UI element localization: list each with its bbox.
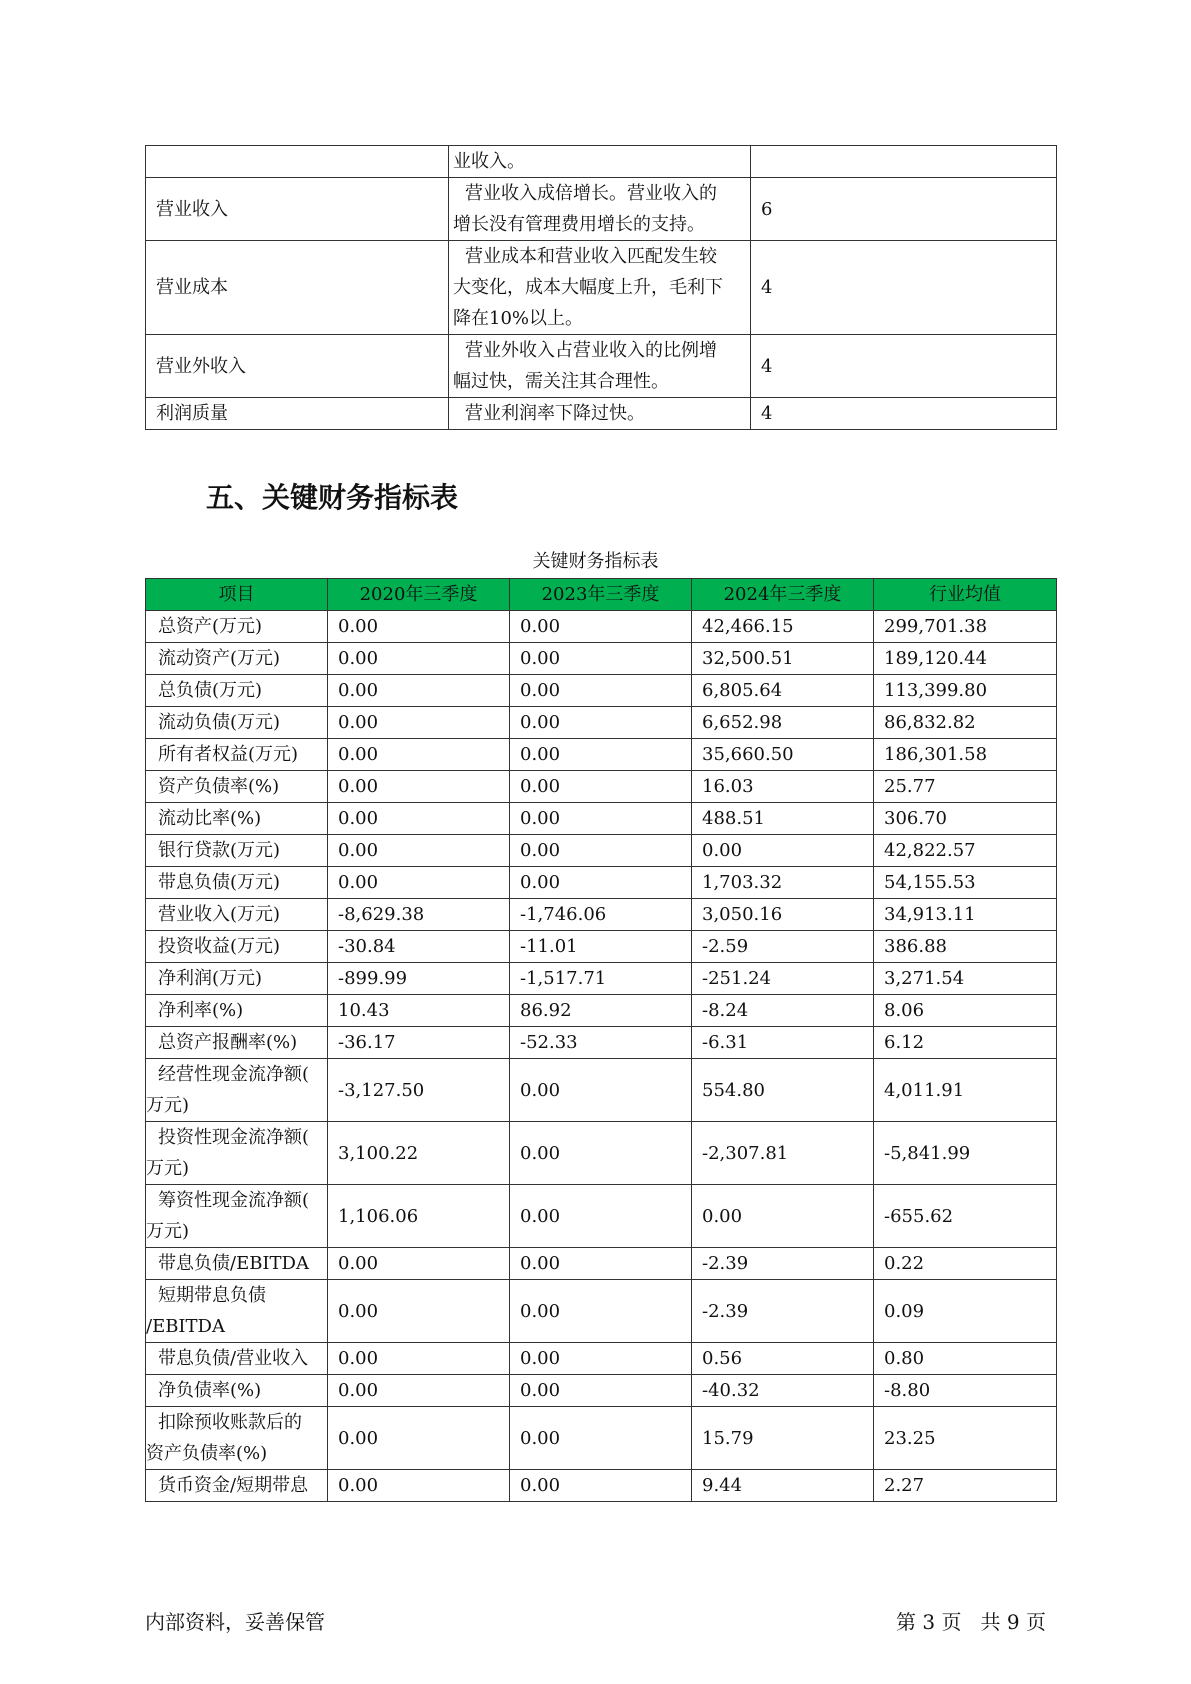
risk-item: 营业成本	[146, 241, 449, 335]
risk-row	[146, 398, 1057, 430]
indicator-label	[146, 1027, 328, 1059]
indicator-value: 0.00	[328, 739, 510, 771]
indicator-value: 0.00	[328, 675, 510, 707]
page-number-text: 第 3 页 共 9 页	[896, 1610, 1046, 1634]
risk-description	[449, 178, 751, 241]
risk-item: 营业外收入	[146, 335, 449, 398]
indicator-value: -899.99	[328, 963, 510, 995]
indicator-row	[146, 803, 1057, 835]
indicator-value: 42,822.57	[874, 835, 1057, 867]
risk-description-line: 大变化，成本大幅度上升，毛利下	[453, 277, 723, 298]
risk-score: 4	[751, 335, 1057, 398]
indicator-value: -8,629.38	[328, 899, 510, 931]
indicator-row	[146, 1343, 1057, 1375]
indicator-row	[146, 899, 1057, 931]
indicator-label	[146, 995, 328, 1027]
risk-description-line: 营业收入成倍增长。营业收入的	[465, 183, 717, 204]
indicator-value: 23.25	[874, 1407, 1057, 1470]
indicator-value: 306.70	[874, 803, 1057, 835]
indicator-label	[146, 963, 328, 995]
indicator-row	[146, 1248, 1057, 1280]
indicator-label	[146, 867, 328, 899]
risk-description	[449, 146, 751, 178]
indicator-label-line: /EBITDA	[146, 1316, 225, 1337]
indicator-label-line: 筹资性现金流净额(	[158, 1190, 310, 1211]
footer-confidential-note: 内部资料，妥善保管	[145, 1610, 325, 1634]
indicator-label-line: 投资性现金流净额(	[158, 1127, 310, 1148]
indicator-value: -655.62	[874, 1185, 1057, 1248]
indicator-value: 0.00	[510, 1375, 692, 1407]
indicator-value: 0.00	[328, 1470, 510, 1502]
indicator-value: 0.00	[510, 867, 692, 899]
risk-item: 营业收入	[146, 178, 449, 241]
risk-description-line: 降在10%以上。	[453, 308, 584, 329]
indicator-label-line: 投资收益(万元)	[158, 936, 281, 957]
indicator-value: 0.00	[510, 771, 692, 803]
indicator-value: -5,841.99	[874, 1122, 1057, 1185]
indicator-value: 0.00	[510, 1280, 692, 1343]
indicator-label	[146, 675, 328, 707]
table-header-row	[146, 579, 1057, 611]
indicator-value: 0.00	[328, 771, 510, 803]
indicator-label-line: 短期带息负债	[158, 1285, 266, 1306]
risk-row	[146, 146, 1057, 178]
indicator-value: 186,301.58	[874, 739, 1057, 771]
indicator-row	[146, 675, 1057, 707]
indicator-label	[146, 643, 328, 675]
column-header: 项目	[146, 579, 328, 611]
indicator-row	[146, 1027, 1057, 1059]
indicator-value: 0.00	[328, 1248, 510, 1280]
indicator-value: 54,155.53	[874, 867, 1057, 899]
indicator-row	[146, 963, 1057, 995]
indicator-value: 189,120.44	[874, 643, 1057, 675]
risk-description-line: 营业成本和营业收入匹配发生较	[465, 246, 717, 267]
indicator-label	[146, 1122, 328, 1185]
indicator-label	[146, 771, 328, 803]
indicator-value: 0.00	[510, 611, 692, 643]
indicator-row	[146, 739, 1057, 771]
indicator-value: 32,500.51	[692, 643, 874, 675]
indicator-value: 0.00	[510, 707, 692, 739]
indicator-value: 86,832.82	[874, 707, 1057, 739]
indicator-label-line: 流动资产(万元)	[158, 648, 281, 669]
indicator-value: -6.31	[692, 1027, 874, 1059]
indicator-label	[146, 1343, 328, 1375]
indicator-label	[146, 1375, 328, 1407]
indicator-row	[146, 1185, 1057, 1248]
risk-description	[449, 398, 751, 430]
indicator-row	[146, 1280, 1057, 1343]
indicator-label	[146, 1470, 328, 1502]
indicator-row	[146, 835, 1057, 867]
indicator-label-line: 总资产(万元)	[158, 616, 263, 637]
indicator-value: -8.24	[692, 995, 874, 1027]
indicator-value: 0.00	[328, 835, 510, 867]
indicator-value: 34,913.11	[874, 899, 1057, 931]
indicator-value: -8.80	[874, 1375, 1057, 1407]
risk-description	[449, 335, 751, 398]
indicator-label-line: 总资产报酬率(%)	[158, 1032, 298, 1053]
indicator-value: 15.79	[692, 1407, 874, 1470]
indicator-value: 25.77	[874, 771, 1057, 803]
indicator-value: -2.39	[692, 1248, 874, 1280]
indicator-value: 0.00	[510, 643, 692, 675]
indicator-value: 0.00	[510, 1122, 692, 1185]
indicator-value: 8.06	[874, 995, 1057, 1027]
indicator-value: 4,011.91	[874, 1059, 1057, 1122]
indicator-value: -2,307.81	[692, 1122, 874, 1185]
indicator-value: 0.09	[874, 1280, 1057, 1343]
indicator-label-line: 净利率(%)	[158, 1000, 244, 1021]
indicator-row	[146, 771, 1057, 803]
indicator-label-line: 带息负债(万元)	[158, 872, 281, 893]
indicator-value: 0.00	[328, 643, 510, 675]
indicator-value: 0.00	[510, 835, 692, 867]
indicator-value: -251.24	[692, 963, 874, 995]
risk-score	[751, 146, 1057, 178]
indicator-label	[146, 707, 328, 739]
indicator-label-line: 资产负债率(%)	[158, 776, 280, 797]
indicator-label	[146, 899, 328, 931]
risk-item: 利润质量	[146, 398, 449, 430]
indicator-value: 0.00	[510, 1059, 692, 1122]
indicator-label-line: 营业收入(万元)	[158, 904, 281, 925]
indicator-value: 0.56	[692, 1343, 874, 1375]
indicator-value: 6,652.98	[692, 707, 874, 739]
indicator-value: 0.00	[328, 1280, 510, 1343]
indicator-label	[146, 1248, 328, 1280]
indicator-value: 386.88	[874, 931, 1057, 963]
indicator-value: 0.00	[328, 867, 510, 899]
indicator-value: 0.00	[510, 803, 692, 835]
indicator-value: 0.80	[874, 1343, 1057, 1375]
indicator-value: 16.03	[692, 771, 874, 803]
indicator-value: 0.00	[510, 1343, 692, 1375]
indicator-value: -40.32	[692, 1375, 874, 1407]
indicator-label	[146, 803, 328, 835]
indicator-value: 0.00	[328, 1375, 510, 1407]
indicator-value: -2.59	[692, 931, 874, 963]
indicator-value: -30.84	[328, 931, 510, 963]
indicator-row	[146, 611, 1057, 643]
indicator-value: 0.00	[328, 611, 510, 643]
indicator-value: -52.33	[510, 1027, 692, 1059]
risk-description-line: 营业外收入占营业收入的比例增	[465, 340, 717, 361]
indicator-value: 10.43	[328, 995, 510, 1027]
risk-description	[449, 241, 751, 335]
indicator-label	[146, 739, 328, 771]
indicator-value: -1,517.71	[510, 963, 692, 995]
indicator-value: 3,050.16	[692, 899, 874, 931]
indicator-value: 0.00	[510, 1248, 692, 1280]
indicator-label-line: 资产负债率(%)	[146, 1443, 268, 1464]
indicator-value: 3,271.54	[874, 963, 1057, 995]
indicator-value: 0.00	[510, 1470, 692, 1502]
indicator-value: 554.80	[692, 1059, 874, 1122]
indicator-value: 1,703.32	[692, 867, 874, 899]
indicator-value: 2.27	[874, 1470, 1057, 1502]
indicator-label	[146, 1059, 328, 1122]
indicator-value: 488.51	[692, 803, 874, 835]
indicator-value: 42,466.15	[692, 611, 874, 643]
table-caption: 关键财务指标表	[532, 551, 659, 572]
risk-description-line: 营业利润率下降过快。	[465, 403, 645, 424]
indicator-value: -3,127.50	[328, 1059, 510, 1122]
column-header: 2024年三季度	[692, 579, 874, 611]
indicator-label-line: 扣除预收账款后的	[158, 1412, 302, 1433]
indicator-value: 1,106.06	[328, 1185, 510, 1248]
indicator-label-line: 货币资金/短期带息	[158, 1475, 309, 1496]
indicator-value: 299,701.38	[874, 611, 1057, 643]
indicator-label-line: 所有者权益(万元)	[158, 744, 299, 765]
indicator-label-line: 万元)	[146, 1221, 190, 1242]
indicator-label-line: 带息负债/EBITDA	[158, 1253, 309, 1274]
indicator-value: 0.00	[692, 1185, 874, 1248]
indicator-label-line: 总负债(万元)	[158, 680, 263, 701]
indicator-row	[146, 995, 1057, 1027]
risk-row	[146, 241, 1057, 335]
section-heading: 五、关键财务指标表	[206, 481, 459, 514]
key-financial-indicators-table	[145, 578, 1057, 1502]
risk-description-line: 幅过快，需关注其合理性。	[453, 371, 669, 392]
indicator-label-line: 净负债率(%)	[158, 1380, 262, 1401]
indicator-value: 9.44	[692, 1470, 874, 1502]
indicator-value: 0.00	[510, 1407, 692, 1470]
indicator-value: 6,805.64	[692, 675, 874, 707]
indicator-value: 35,660.50	[692, 739, 874, 771]
risk-item	[146, 146, 449, 178]
indicator-label-line: 万元)	[146, 1158, 190, 1179]
risk-score: 4	[751, 241, 1057, 335]
indicator-value: -2.39	[692, 1280, 874, 1343]
indicator-label	[146, 1407, 328, 1470]
indicator-label	[146, 1185, 328, 1248]
indicator-value: 0.00	[328, 803, 510, 835]
indicator-row	[146, 643, 1057, 675]
indicator-label-line: 流动比率(%)	[158, 808, 262, 829]
indicator-value: 0.00	[692, 835, 874, 867]
risk-description-line: 增长没有管理费用增长的支持。	[453, 214, 705, 235]
indicator-label-line: 万元)	[146, 1095, 190, 1116]
indicator-value: 0.00	[328, 1343, 510, 1375]
column-header: 行业均值	[874, 579, 1057, 611]
indicator-value: 6.12	[874, 1027, 1057, 1059]
indicator-value: -11.01	[510, 931, 692, 963]
risk-score-table	[145, 145, 1057, 430]
indicator-label-line: 净利润(万元)	[158, 968, 263, 989]
indicator-row	[146, 707, 1057, 739]
risk-score: 6	[751, 178, 1057, 241]
indicator-row	[146, 867, 1057, 899]
indicator-value: 0.22	[874, 1248, 1057, 1280]
risk-row	[146, 178, 1057, 241]
indicator-label-line: 流动负债(万元)	[158, 712, 281, 733]
indicator-row	[146, 1122, 1057, 1185]
indicator-value: 113,399.80	[874, 675, 1057, 707]
indicator-label-line: 经营性现金流净额(	[158, 1064, 310, 1085]
indicator-label-line: 带息负债/营业收入	[158, 1348, 309, 1369]
column-header: 2020年三季度	[328, 579, 510, 611]
indicator-label	[146, 931, 328, 963]
indicator-value: 0.00	[510, 739, 692, 771]
indicator-row	[146, 1375, 1057, 1407]
indicator-row	[146, 1407, 1057, 1470]
indicator-value: 0.00	[328, 1407, 510, 1470]
indicator-label	[146, 611, 328, 643]
risk-score: 4	[751, 398, 1057, 430]
indicator-value: 0.00	[510, 675, 692, 707]
indicator-value: 0.00	[328, 707, 510, 739]
indicator-label	[146, 1280, 328, 1343]
indicator-label-line: 银行贷款(万元)	[158, 840, 281, 861]
risk-row	[146, 335, 1057, 398]
footer-page-number	[896, 1606, 1046, 1635]
indicator-value: -36.17	[328, 1027, 510, 1059]
indicator-value: -1,746.06	[510, 899, 692, 931]
indicator-label	[146, 835, 328, 867]
risk-description-line: 业收入。	[453, 151, 525, 172]
indicator-row	[146, 1470, 1057, 1502]
indicator-value: 0.00	[510, 1185, 692, 1248]
column-header: 2023年三季度	[510, 579, 692, 611]
indicator-row	[146, 1059, 1057, 1122]
indicator-row	[146, 931, 1057, 963]
indicator-value: 3,100.22	[328, 1122, 510, 1185]
indicator-value: 86.92	[510, 995, 692, 1027]
